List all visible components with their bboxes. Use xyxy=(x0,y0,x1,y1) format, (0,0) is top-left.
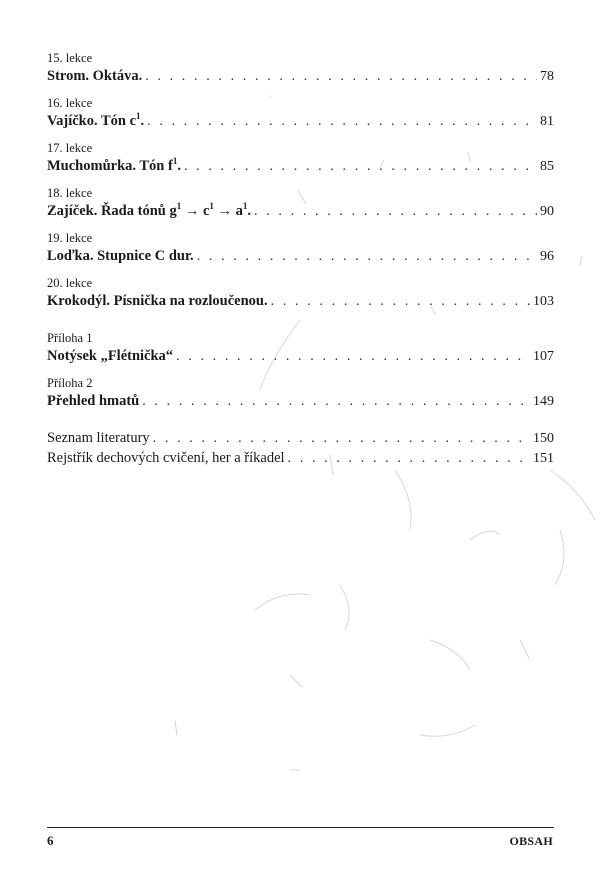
toc-entry-appendix-1 xyxy=(47,330,554,366)
toc-entry-lesson-18 xyxy=(47,185,554,221)
toc-entry-title: Přehled hmatů xyxy=(47,393,140,409)
toc-entry-index xyxy=(47,448,554,468)
toc-entry-label: 20. lekce xyxy=(47,276,93,290)
toc-title-text: Písnička na rozloučenou. xyxy=(109,293,268,309)
toc-entry-row xyxy=(47,346,554,366)
toc-entry-page: 85 xyxy=(540,159,554,174)
toc-entry-page: 81 xyxy=(540,114,554,129)
toc-entry-row xyxy=(47,66,554,86)
dot-leader xyxy=(197,247,537,267)
toc-entry-title: Rejstřík dechových cvičení, her a říkadel xyxy=(47,450,285,466)
dot-leader xyxy=(142,392,530,412)
toc-entry-lesson-20 xyxy=(47,275,554,311)
superscript: 1 xyxy=(176,201,182,211)
toc-title-text: . xyxy=(140,113,145,129)
superscript: 1 xyxy=(136,111,141,121)
toc-entry-title xyxy=(47,156,181,176)
toc-entry-row xyxy=(47,111,554,131)
toc-entry-row xyxy=(47,246,554,266)
toc-entry-page: 103 xyxy=(533,294,554,309)
toc-entry-row xyxy=(47,291,554,311)
toc-entry-title xyxy=(47,201,251,221)
toc-entry-page: 90 xyxy=(540,204,554,219)
toc-entry-title xyxy=(47,111,144,131)
toc-entry-label: 18. lekce xyxy=(47,186,93,200)
toc-entry-label: 17. lekce xyxy=(47,141,93,155)
superscript: 1 xyxy=(172,156,178,166)
toc-title-text: → a xyxy=(213,203,243,219)
toc-entry-label: Příloha 2 xyxy=(47,376,93,390)
toc-entry-label: 15. lekce xyxy=(47,51,93,65)
dot-leader xyxy=(176,347,530,367)
toc-entry-title: Seznam literatury xyxy=(47,430,150,446)
toc-entry-label: 16. lekce xyxy=(47,96,93,110)
toc-entry-row xyxy=(47,428,554,448)
toc-entry-title: Loďka. Stupnice C dur. xyxy=(47,248,194,264)
footer-divider xyxy=(47,827,554,828)
toc-entry-bibliography xyxy=(47,428,554,448)
toc-entry-lesson-19 xyxy=(47,230,554,266)
toc-title-text: Vajíčko. Tón c xyxy=(47,113,137,129)
toc-entry-title: Strom. Oktáva. xyxy=(47,68,143,84)
toc-entry-label: 19. lekce xyxy=(47,231,93,245)
dot-leader xyxy=(147,112,537,132)
toc-entry-title: Notýsek „Flétnička“ xyxy=(47,348,174,364)
toc-entry-row xyxy=(47,201,554,221)
toc-entry-lesson-15 xyxy=(47,50,554,86)
toc-title-text: Zajíček. Řada tónů g xyxy=(47,203,177,219)
toc-entry-page: 151 xyxy=(533,451,554,466)
dot-leader xyxy=(184,157,537,177)
superscript: 1 xyxy=(242,201,248,211)
dot-leader xyxy=(145,67,537,87)
dot-leader xyxy=(153,429,530,449)
dot-leader xyxy=(288,449,530,469)
toc-entry-page: 149 xyxy=(533,394,554,409)
toc-entry-page: 78 xyxy=(540,69,554,84)
toc-title-text: Muchomůrka. Tón f xyxy=(47,158,173,174)
toc-title-text: . xyxy=(247,203,252,219)
toc-title-text: Krokodýl. xyxy=(47,293,110,309)
page-number: 6 xyxy=(47,833,54,848)
toc-entry-row xyxy=(47,448,554,468)
toc-entry-title xyxy=(47,291,268,311)
toc-entry-lesson-17 xyxy=(47,140,554,176)
toc-entry-lesson-16 xyxy=(47,95,554,131)
toc-entry-page: 107 xyxy=(533,349,554,364)
toc-title-text: → c xyxy=(181,203,210,219)
toc-entry-page: 96 xyxy=(540,249,554,264)
toc-entry-appendix-2 xyxy=(47,375,554,411)
toc-entry-page: 150 xyxy=(533,431,554,446)
dot-leader xyxy=(254,202,537,222)
toc-entry-row xyxy=(47,391,554,411)
superscript: 1 xyxy=(209,201,214,211)
running-footer-section: OBSAH xyxy=(509,834,553,848)
toc-entry-row xyxy=(47,156,554,176)
toc-entry-label: Příloha 1 xyxy=(47,331,93,345)
toc-title-text: . xyxy=(177,158,181,174)
dot-leader xyxy=(271,292,530,312)
